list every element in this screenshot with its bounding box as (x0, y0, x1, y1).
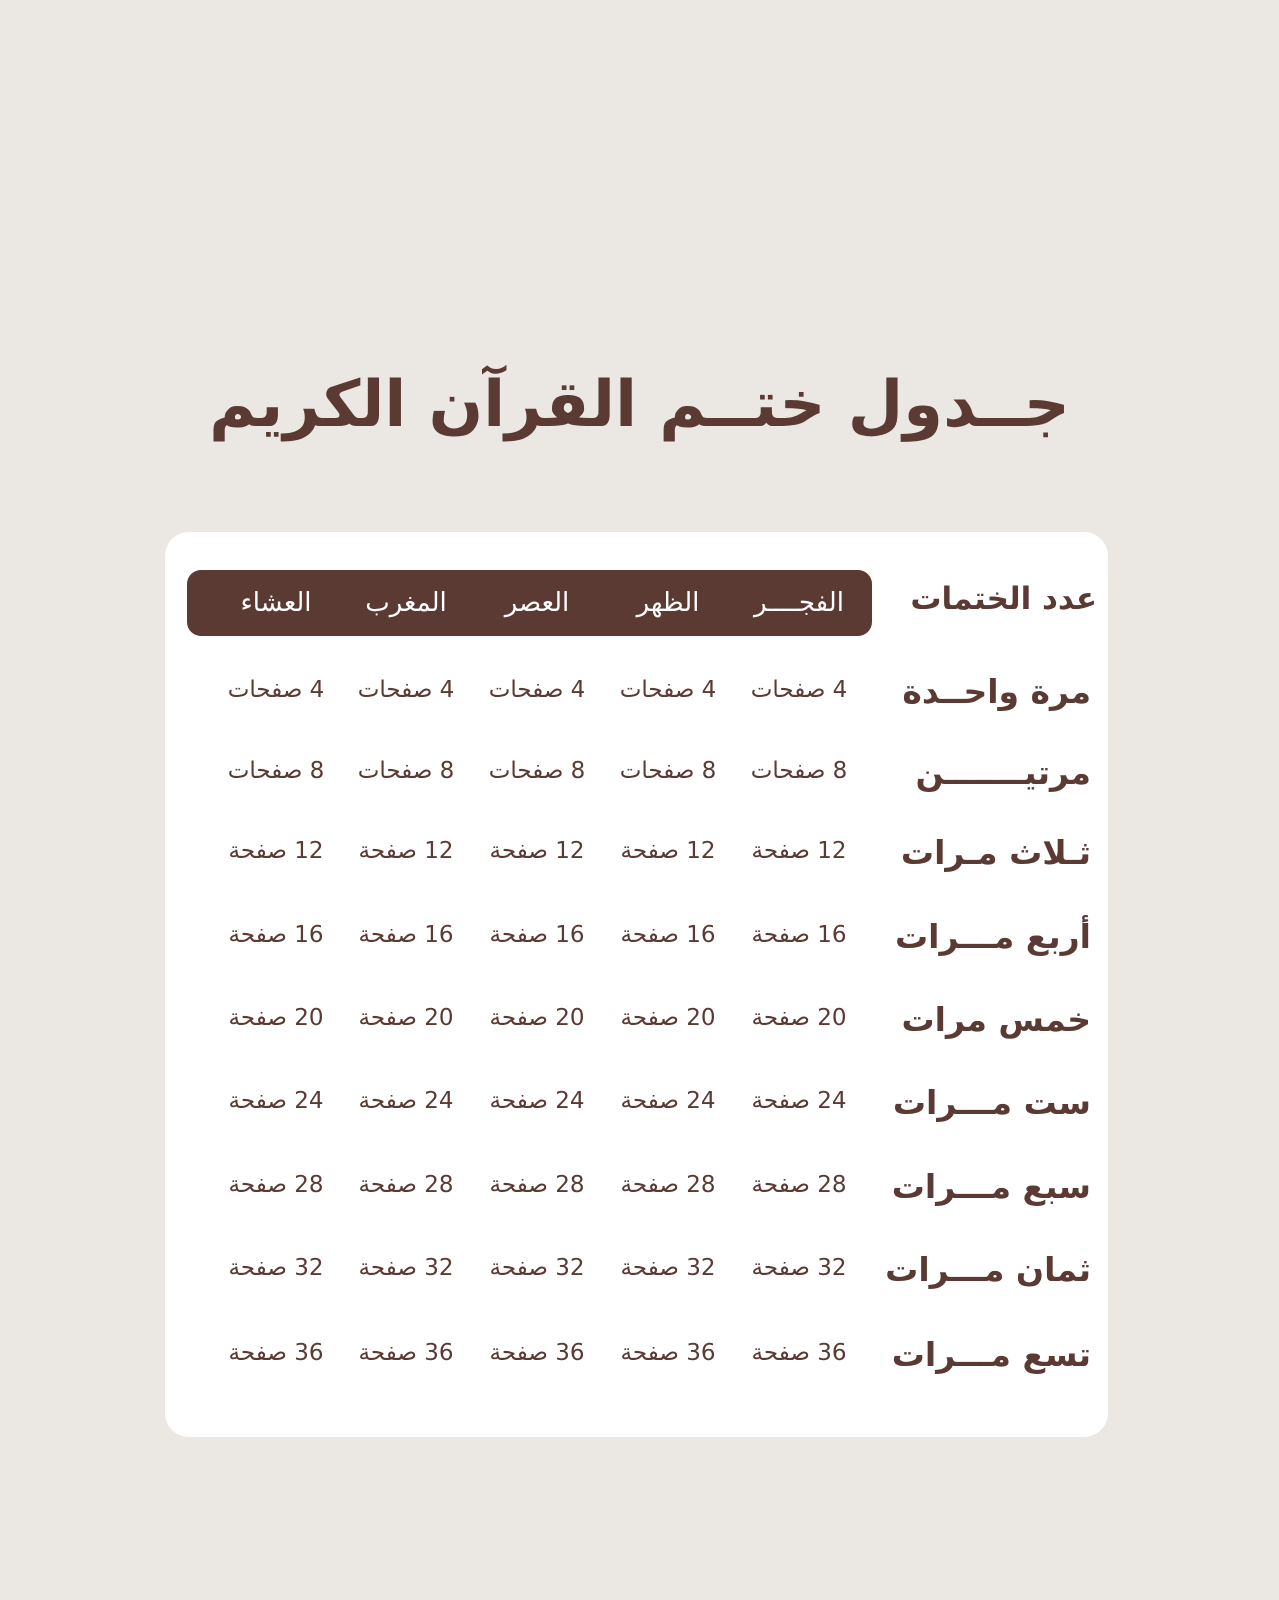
table-cell: 24 صفحة (620, 1088, 716, 1114)
table-cell: 20 صفحة (358, 1005, 454, 1031)
prayer-dhuhr: الظهر (636, 588, 700, 618)
table-cell: 12 صفحة (358, 838, 454, 864)
table-cell: 36 صفحة (358, 1340, 454, 1366)
table-cell: 24 صفحة (358, 1088, 454, 1114)
table-cell: 32 صفحة (358, 1255, 454, 1281)
prayer-fajr: الفجــــر (754, 588, 844, 618)
table-cell: 36 صفحة (620, 1340, 716, 1366)
table-cell: 4 صفحات (357, 677, 455, 703)
table-cell: 32 صفحة (751, 1255, 847, 1281)
table-cell: 28 صفحة (489, 1172, 585, 1198)
page-title: جــدول ختــم القرآن الكريم (209, 368, 1070, 442)
table-cell: 16 صفحة (228, 922, 324, 948)
table-cell: 20 صفحة (620, 1005, 716, 1031)
table-cell: 12 صفحة (489, 838, 585, 864)
table-cell: 4 صفحات (619, 677, 717, 703)
table-cell: 4 صفحات (227, 677, 325, 703)
table-cell: 20 صفحة (751, 1005, 847, 1031)
table-cell: 32 صفحة (489, 1255, 585, 1281)
table-cell: 28 صفحة (751, 1172, 847, 1198)
table-cell: 4 صفحات (488, 677, 586, 703)
table-cell: 16 صفحة (489, 922, 585, 948)
table-cell: 12 صفحة (620, 838, 716, 864)
table-cell: 12 صفحة (228, 838, 324, 864)
table-cell: 24 صفحة (751, 1088, 847, 1114)
row-label: ست مـــرات (892, 1083, 1091, 1122)
row-label: ثمان مـــرات (885, 1250, 1091, 1289)
prayer-asr: العصر (504, 588, 570, 618)
table-cell: 32 صفحة (620, 1255, 716, 1281)
table-cell: 28 صفحة (620, 1172, 716, 1198)
table-cell: 24 صفحة (489, 1088, 585, 1114)
table-cell: 8 صفحات (619, 758, 717, 784)
table-cell: 36 صفحة (751, 1340, 847, 1366)
table-cell: 16 صفحة (358, 922, 454, 948)
table-cell: 20 صفحة (489, 1005, 585, 1031)
table-cell: 8 صفحات (488, 758, 586, 784)
table-cell: 16 صفحة (620, 922, 716, 948)
table-cell: 16 صفحة (751, 922, 847, 948)
schedule-table (165, 532, 1108, 1437)
table-cell: 12 صفحة (751, 838, 847, 864)
table-cell: 28 صفحة (228, 1172, 324, 1198)
table-cell: 32 صفحة (228, 1255, 324, 1281)
prayer-maghrib: المغرب (365, 588, 447, 618)
table-cell: 4 صفحات (750, 677, 848, 703)
row-label: تسع مـــرات (891, 1335, 1091, 1374)
table-cell: 36 صفحة (228, 1340, 324, 1366)
row-label: سبع مـــرات (891, 1167, 1091, 1206)
table-cell: 20 صفحة (228, 1005, 324, 1031)
prayer-header-bar (187, 570, 872, 636)
row-label: ثـلاث مـرات (900, 833, 1091, 872)
row-label: مرة واحــدة (902, 672, 1091, 711)
prayer-isha: العشاء (240, 588, 312, 618)
table-cell: 24 صفحة (228, 1088, 324, 1114)
header-label-khatmas: عدد الختمات (910, 581, 1097, 617)
row-label: خمس مرات (901, 1000, 1091, 1039)
table-cell: 8 صفحات (227, 758, 325, 784)
table-cell: 36 صفحة (489, 1340, 585, 1366)
table-cell: 8 صفحات (750, 758, 848, 784)
row-label: مرتيـــــــن (915, 753, 1091, 792)
table-cell: 8 صفحات (357, 758, 455, 784)
table-cell: 28 صفحة (358, 1172, 454, 1198)
row-label: أربع مـــرات (894, 917, 1091, 956)
